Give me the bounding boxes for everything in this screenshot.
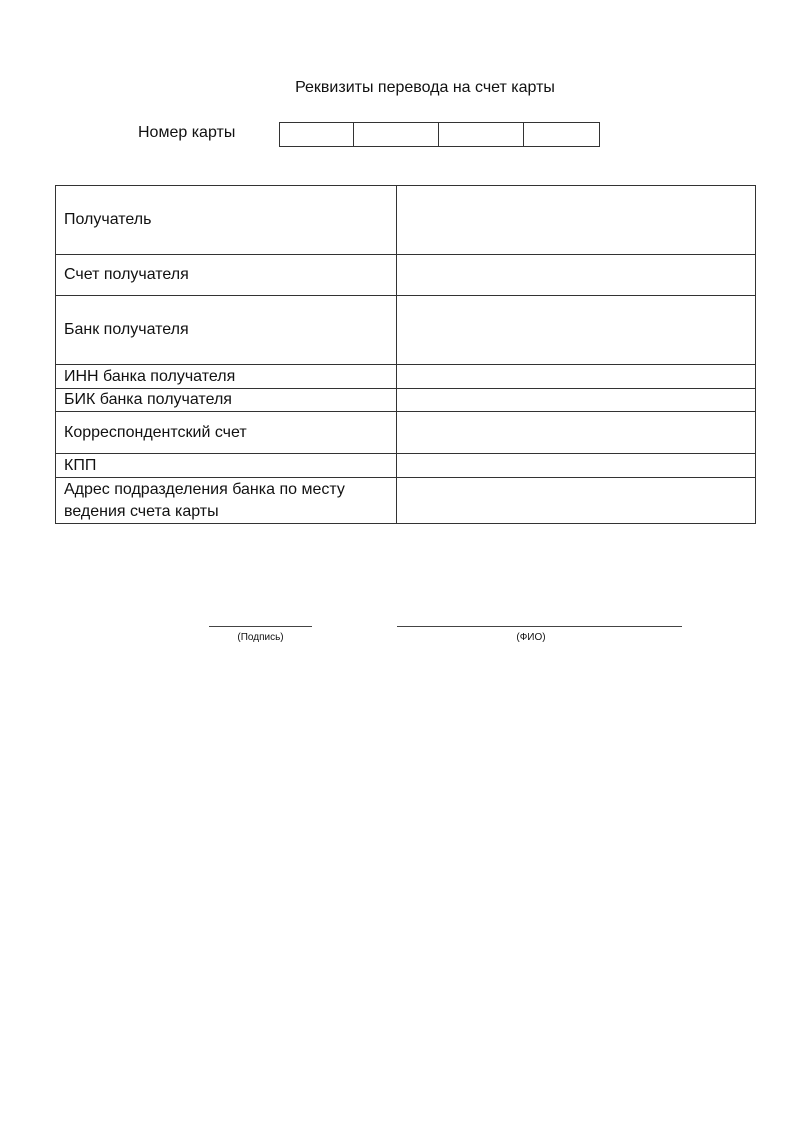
row-value-branch-address <box>397 478 756 524</box>
row-value-recipient-account <box>397 255 756 296</box>
card-number-group-1 <box>279 122 354 147</box>
card-number-group-2 <box>353 122 439 147</box>
table-row-recipient-account <box>56 255 756 296</box>
row-value-bank-inn <box>397 365 756 389</box>
full-name-line <box>397 626 682 627</box>
row-label-correspondent-account: Корреспондентский счет <box>56 412 397 454</box>
row-value-kpp <box>397 454 756 478</box>
row-label-branch-address: Адрес подразделения банка по месту ведения счета карты <box>56 478 397 524</box>
row-value-recipient-bank <box>397 296 756 365</box>
table-row-recipient-bank <box>56 296 756 365</box>
row-label-bank-bik: БИК банка получателя <box>56 389 397 412</box>
document-title: Реквизиты перевода на счет карты <box>295 79 555 96</box>
row-label-kpp: КПП <box>56 454 397 478</box>
table-row-recipient <box>56 186 756 255</box>
table-row-bank-inn <box>56 365 756 389</box>
row-label-recipient: Получатель <box>56 186 397 255</box>
row-value-bank-bik <box>397 389 756 412</box>
row-label-recipient-account: Счет получателя <box>56 255 397 296</box>
table-row-bank-bik <box>56 389 756 412</box>
row-label-bank-inn: ИНН банка получателя <box>56 365 397 389</box>
transfer-details-table <box>55 185 756 524</box>
card-number-group-4 <box>523 122 600 147</box>
card-number-group-3 <box>438 122 524 147</box>
signature-caption: (Подпись) <box>237 632 284 643</box>
signature-line <box>209 626 312 627</box>
row-value-correspondent-account <box>397 412 756 454</box>
table-row-kpp <box>56 454 756 478</box>
row-label-recipient-bank: Банк получателя <box>56 296 397 365</box>
table-row-correspondent-account <box>56 412 756 454</box>
full-name-caption: (ФИО) <box>516 632 546 643</box>
row-value-recipient <box>397 186 756 255</box>
table-row-branch-address <box>56 478 756 524</box>
card-number-label: Номер карты <box>138 124 236 141</box>
